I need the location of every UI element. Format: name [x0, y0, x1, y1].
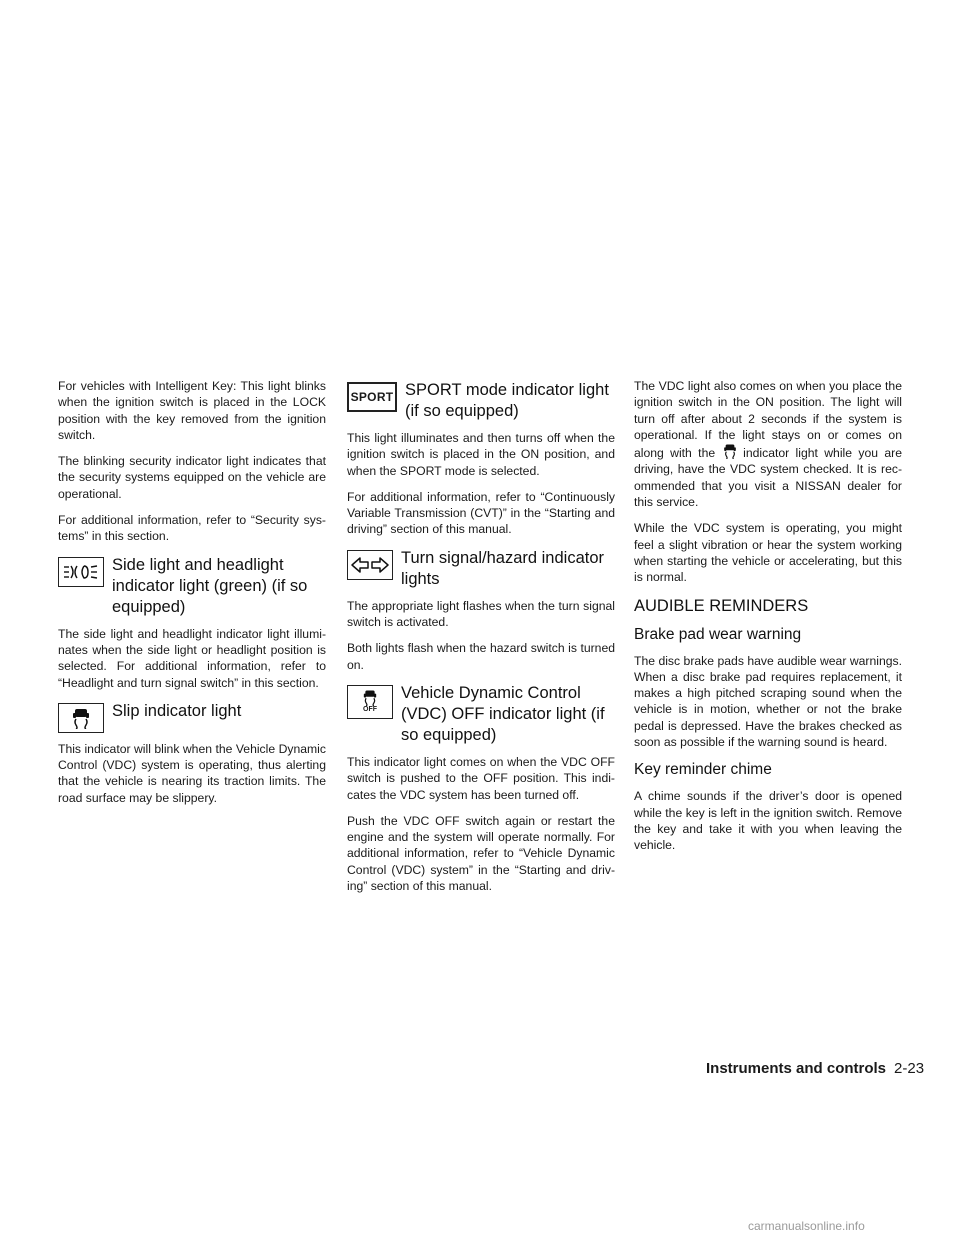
- sport-title: SPORT mode indicator light (if so equipped): [405, 381, 609, 420]
- security-light-paragraph: The blinking security indicator light indicates that the security systems equipped on the vehicle are operational.: [58, 454, 326, 501]
- vdc-light-paragraph: [634, 378, 902, 510]
- slip-inline-icon: [719, 443, 741, 459]
- vdc-off-title: Vehicle Dynamic Control (VDC) OFF indicator light (if so equipped): [401, 683, 605, 744]
- turn-signal-body-2: Both lights flash when the hazard switch is turned on.: [347, 641, 615, 672]
- key-reminder-title: Key reminder chime: [634, 761, 772, 779]
- turn-signal-arrows-icon: [347, 550, 393, 580]
- turn-signal-title: Turn signal/hazard indicator lights: [401, 548, 604, 588]
- vdc-off-body-1: This indicator light comes on when the VDC OFF switch is pushed to the OFF position. This indi- cates the VDC system has been turned off.: [347, 754, 615, 802]
- sport-body-2: For additional information, refer to “Continuously Variable Transmission (CVT)” in the “Starting and driving” section of this manual.: [347, 489, 615, 537]
- vdc-light-text-a: The VDC light also comes on when you place the ignition switch in the ON position. The light will turn off after about 2 seconds if the system is operational. If the light stays on or comes on along with the: [634, 379, 902, 461]
- vdc-off-icon-label: OFF: [363, 706, 377, 714]
- brake-pad-body: The disc brake pads have audible wear warnings. When a disc brake pad requires replacement, it makes a high pitched scraping sound when the vehicle is in motion, whether or not the brake pedal is depressed. Have the brakes checked as soon as possible if the warning sound is heard.: [634, 653, 902, 750]
- slip-indicator-icon: [58, 703, 104, 733]
- vdc-vibration-paragraph: While the VDC system is operating, you might feel a slight vibration or hear the system working when starting the vehicle or accelerating, but this is normal.: [634, 521, 902, 585]
- column-middle: [347, 378, 615, 904]
- turn-signal-body-1: The appropriate light flashes when the turn signal switch is activated.: [347, 598, 615, 630]
- watermark: carmanualsonline.info: [748, 1219, 865, 1233]
- vdc-off-heading: [347, 683, 615, 746]
- side-light-title: Side light and headlight indicator light (green) (if so equipped): [112, 555, 308, 616]
- sport-body-1: This light illuminates and then turns off when the ignition switch is placed in the ON position, and when the SPORT mode is selected.: [347, 431, 615, 478]
- vdc-light-text-b: indicator light while you are driving, have the VDC system checked. It is rec- ommended that you visit a NISSAN dealer for this service.: [634, 446, 902, 510]
- audible-reminders-title: AUDIBLE REMINDERS: [634, 596, 809, 615]
- vdc-off-icon: [347, 685, 393, 719]
- side-light-heading: [58, 555, 326, 618]
- page-number: 2-23: [894, 1060, 925, 1077]
- footer-section-title: Instruments and controls: [706, 1060, 887, 1077]
- slip-body: This indicator will blink when the Vehicle Dynamic Control (VDC) system is operating, thus alerting that the vehicle is nearing its traction limits. The road surface may be slippery.: [58, 741, 326, 805]
- column-right: [634, 378, 902, 864]
- security-reference-paragraph: For additional information, refer to “Security sys- tems” in this section.: [58, 513, 326, 544]
- side-light-body: The side light and headlight indicator light illumi- nates when the side light or headlight position is selected. For additional information, refer to “Headlight and turn signal switch” in this section.: [58, 626, 326, 690]
- vdc-off-body-2: Push the VDC OFF switch again or restart the engine and the system will operate normally. For additional information, refer to “Vehicle Dynamic Control (VDC) system” in the “Starting and driv- ing” section of this manual.: [347, 813, 615, 894]
- key-reminder-body: A chime sounds if the driver’s door is opened while the key is left in the ignition switch. Remove the key and take it with you when leaving the vehicle.: [634, 789, 902, 853]
- sport-icon-label: SPORT: [350, 390, 394, 404]
- headlight-indicator-icon: [58, 557, 104, 587]
- slip-heading: [58, 701, 326, 733]
- page-footer: [706, 1060, 924, 1077]
- sport-heading: [347, 380, 615, 422]
- column-left: [58, 378, 326, 816]
- slip-title: Slip indicator light: [112, 701, 242, 720]
- intelligent-key-paragraph: For vehicles with Intelligent Key: This light blinks when the ignition switch is placed in the LOCK position with the key removed from the ignition switch.: [58, 379, 326, 442]
- brake-pad-title: Brake pad wear warning: [634, 625, 802, 643]
- sport-mode-icon: [347, 382, 397, 412]
- turn-signal-heading: [347, 548, 615, 590]
